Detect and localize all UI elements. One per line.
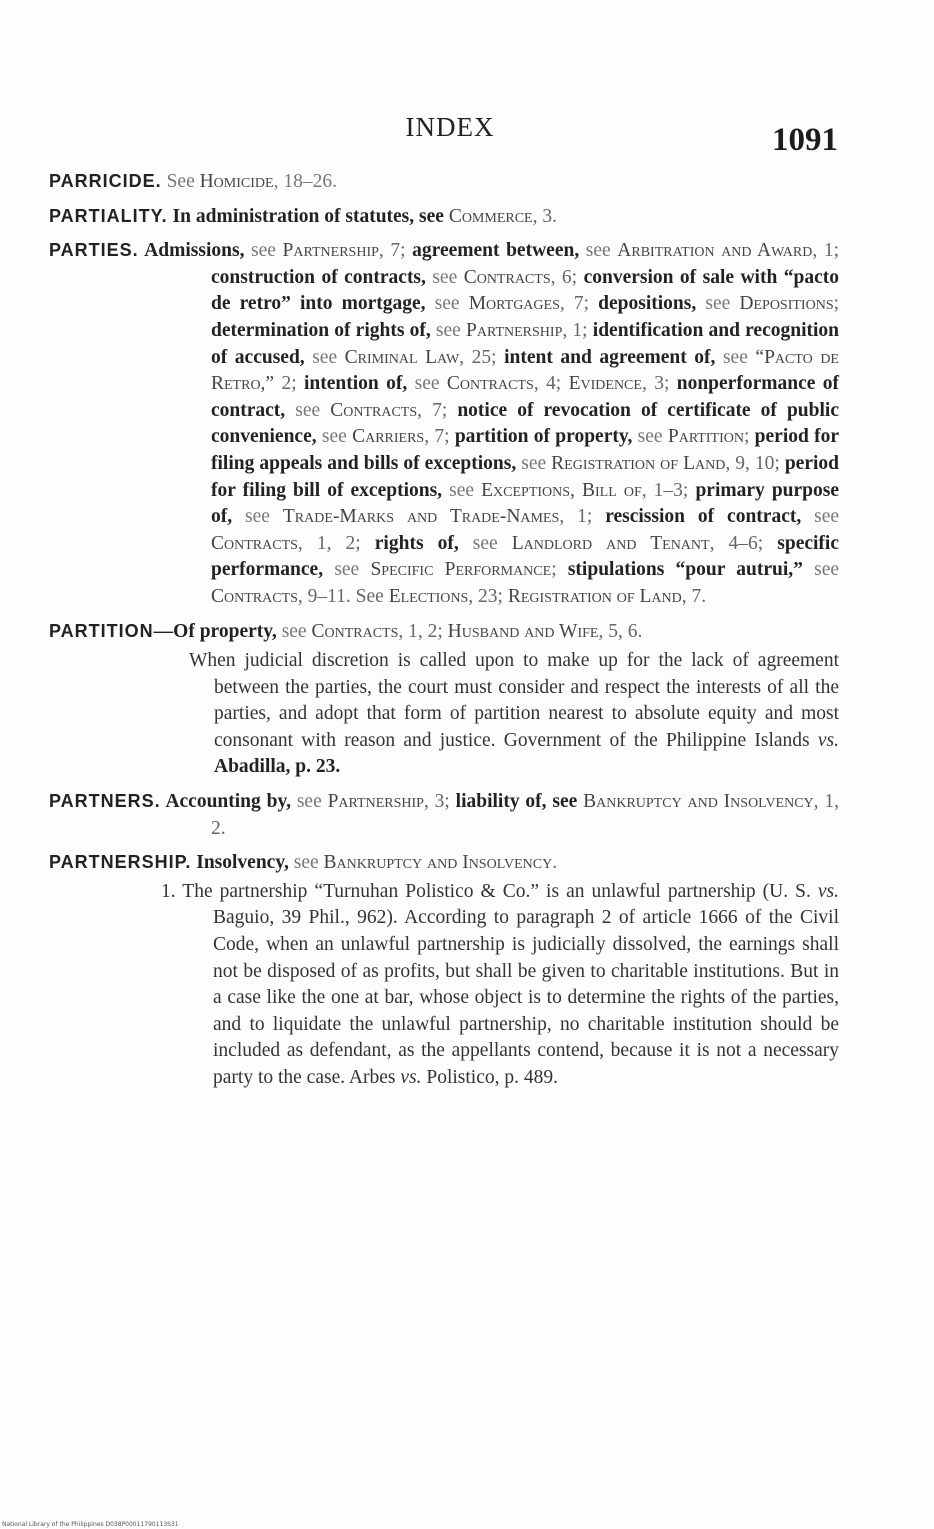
cross-reference: Commerce bbox=[448, 205, 533, 227]
page-number: 1091 bbox=[772, 122, 838, 158]
entry-term: PARTNERS. bbox=[49, 791, 161, 812]
entry-partnership: PARTNERSHIP. Insolvency, see Bankruptcy and Insolvency. bbox=[49, 852, 558, 874]
scan-footer: National Library of the Philippines D038P00011790113S31 bbox=[2, 1521, 179, 1528]
cross-reference: Homicide bbox=[199, 171, 274, 192]
entry-partnership-annotation-1: 1. The partnership “Turnuhan Polistico & Co.” is an unlawful partnership (U. S. vs. Baguio, 39 Phil., 962). According to paragraph 2 of article 1666 of the Civil Code, when an unlawful partnership is judicially dissolved, the earnings shall not be disposed of as profits, but shall be given to charitable institutions. But in a case like the one at bar, whose object is to determine the rights of the parties, and to liquidate the unlawful partnership, no charitable institution should be included as defendant, as the appellants contend, because it is not a necessary party to the case. Arbes vs. Polistico, p. 489. bbox=[161, 880, 839, 1088]
entry-term: PARTNERSHIP. bbox=[49, 852, 192, 873]
entry-term: PARTITION bbox=[49, 620, 154, 641]
entry-term: PARTIALITY. bbox=[49, 205, 168, 226]
entry-parties: PARTIES. Admissions, see Partnership, 7; agreement between, see Arbitration and Award, 1; construction of contracts, see Contracts, 6; conversion of sale with “pacto de retro” into mortgage, see Mortgages, 7; depositions, see Depositions; determination of rights of, see Partnership, 1; identification and recognition of accused, see Criminal Law, 25; intent and agreement of, see “Pacto de Retro,” 2; intention of, see Contracts, 4; Evidence, 3; nonperformance of contract, see Contracts, 7; notice of revocation of certificate of public convenience, see Carriers, 7; partition of property, see Partition; period for filing appeals and bills of exceptions, see Registration of Land, 9, 10; period for filing bill of exceptions, see Exceptions, Bill of, 1–3; primary purpose of, see Trade-Marks and Trade-Names, 1; rescission of contract, see Contracts, 1, 2; rights of, see Landlord and Tenant, 4–6; specific performance, see Specific Performance; stipulations “pour autrui,” see Contracts, 9–11. See Elections, 23; Registration of Land, 7. bbox=[49, 240, 840, 607]
running-header: INDEX bbox=[405, 112, 495, 142]
entry-term: PARRICIDE. bbox=[49, 171, 162, 191]
entry-partiality: PARTIALITY. In administration of statutes, see Commerce, 3. bbox=[49, 205, 557, 227]
entry-term: PARTIES. bbox=[49, 240, 139, 261]
entry-partition-annotation: When judicial discretion is called upon to make up for the lack of agreement between the parties, the court must consider and respect the interests of all the parties, and adopt that form of partition nearest to absolute equity and most consonant with reason and justice. Government of the Philippine Islands vs. Abadilla, p. 23. bbox=[189, 650, 839, 778]
entry-partition: PARTITION—Of property, see Contracts, 1, 2; Husband and Wife, 5, 6. bbox=[49, 620, 643, 642]
entry-parricide: PARRICIDE. See Homicide, 18–26. bbox=[49, 171, 337, 192]
index-body bbox=[49, 168, 839, 1099]
entry-partners: PARTNERS. Accounting by, see Partnership, 3; liability of, see Bankruptcy and Insolvency, 1, 2. bbox=[49, 791, 840, 839]
